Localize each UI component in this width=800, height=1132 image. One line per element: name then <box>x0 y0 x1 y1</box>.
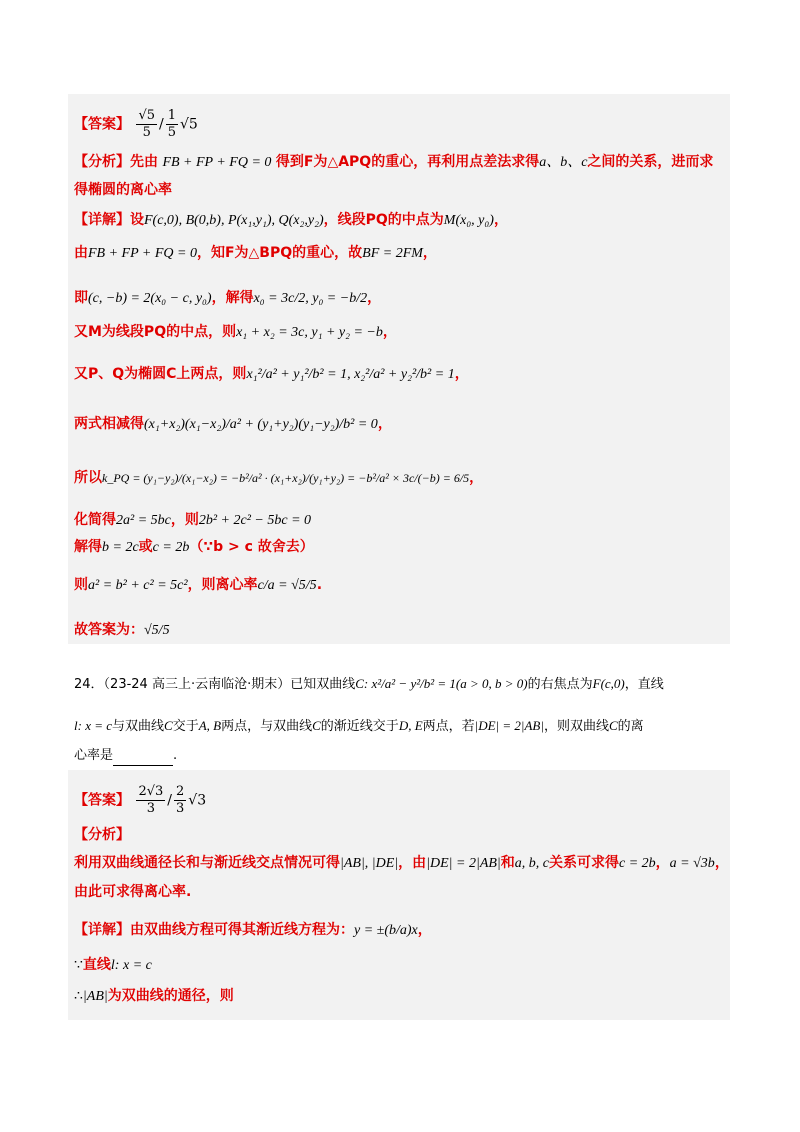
detail-text: . <box>316 577 323 593</box>
math-inline: C <box>164 718 173 733</box>
vector-equation: FB + FP + FQ = 0 <box>162 155 272 170</box>
q23-analysis-line <box>74 152 713 173</box>
stem-text: 与双曲线 <box>112 719 165 734</box>
q24-analysis-line-2 <box>74 882 191 902</box>
q23-detail-line-6 <box>74 414 392 435</box>
answer-fraction-alt: $\frac{2}{3}$ <box>176 784 185 816</box>
q23-detail-line-8 <box>74 510 311 531</box>
stem-text: 已知双曲线 <box>290 677 356 692</box>
detail-text: 解得 <box>74 539 102 555</box>
analysis-text: ，由 <box>398 855 427 871</box>
q23-detail-line-5 <box>74 364 469 385</box>
detail-label: 【详解】 <box>74 212 130 228</box>
detail-label: 【详解】 <box>74 922 130 938</box>
q24-analysis-line-1 <box>74 853 729 874</box>
stem-text: 两点，若 <box>422 719 475 734</box>
math-inline: x₀ = 3c/2, y₀ = −b/2 <box>253 291 368 306</box>
analysis-text: 利用双曲线通径长和与渐近线交点情况可得 <box>74 855 340 871</box>
q23-detail-line-1 <box>74 210 508 231</box>
detail-text: 所以 <box>74 470 102 486</box>
q24-stem-line-1 <box>74 674 664 695</box>
detail-text: ， <box>469 470 484 486</box>
answer-fraction: $\frac{2√3}{3}$ <box>138 784 164 816</box>
answer-label: 【答案】 <box>74 792 130 809</box>
detail-text: 由双曲线方程可得其渐近线方程为： <box>130 922 354 938</box>
question-number: 24． <box>74 677 104 692</box>
math-inline: c = 2b <box>619 856 656 871</box>
q23-final-answer <box>74 620 170 641</box>
detail-text: ，知F为△BPQ的重心，故 <box>196 245 363 261</box>
math-inline: C <box>608 718 618 733</box>
q23-answer-line: 【答案】 $\frac{√5}{5}$ / $\frac{1}{5}$ √5 <box>74 108 198 140</box>
math-inline: 2b² + 2c² − 5bc = 0 <box>198 513 312 528</box>
detail-text: 两式相减得 <box>74 416 144 432</box>
analysis-text: 由此可求得离心率. <box>74 884 192 900</box>
q23-detail-line-3 <box>74 288 381 309</box>
question-source: （23-24 高三上·云南临沧·期末） <box>103 677 291 692</box>
detail-text: ， <box>382 324 397 340</box>
math-inline: c/a = √5/5 <box>257 578 317 593</box>
analysis-text: ， <box>714 855 729 871</box>
analysis-text: ， <box>655 855 670 871</box>
detail-text: 即 <box>74 290 88 306</box>
stem-text: 的渐近线交于 <box>320 719 399 734</box>
math-inline: x₁ + x₂ = 3c, y₁ + y₂ = −b <box>236 325 383 340</box>
math-inline: a = √3b <box>669 856 715 871</box>
math-inline: D, E <box>398 718 423 733</box>
math-inline: |DE| = 2|AB| <box>474 718 544 733</box>
math-inline: k_PQ = (y₁−y₂)/(x₁−x₂) = −b²/a² · (x₁+x₂)/(y₁+y₂) = −b²/a² × 3c/(−b) = 6/5 <box>102 471 470 485</box>
detail-text: 为双曲线的通径，则 <box>107 988 234 1004</box>
detail-text: 设 <box>130 212 144 228</box>
math-inline: |AB|, |DE| <box>340 856 399 871</box>
math-inline: x₁²/a² + y₁²/b² = 1, x₂²/a² + y₂²/b² = 1 <box>246 367 455 382</box>
q23-detail-line-2 <box>74 243 437 264</box>
q23-detail-line-9 <box>74 537 314 558</box>
math-inline: l: x = c <box>110 958 152 973</box>
analysis-text: 先由 <box>130 154 158 170</box>
detail-text: ， <box>422 245 437 261</box>
q23-detail-line-7 <box>74 468 483 488</box>
answer-fraction: $\frac{√5}{5}$ <box>138 108 156 140</box>
detail-text: 由 <box>74 245 88 261</box>
stem-text: 心率是 <box>74 748 114 763</box>
math-inline: BF = 2FM <box>362 246 423 261</box>
answer-label: 【答案】 <box>74 116 130 133</box>
analysis-text: 得椭圆的离心率 <box>74 182 172 198</box>
detail-text: （∵b > c 故舍去） <box>189 539 314 555</box>
math-inline: b = 2c <box>102 540 139 555</box>
detail-text: ，则 <box>170 512 199 528</box>
q23-analysis-line-2 <box>74 180 172 200</box>
detail-text: ， <box>493 212 508 228</box>
math-inline: |DE| = 2|AB| <box>426 856 501 871</box>
math-inline: (x₁+x₂)(x₁−x₂)/a² + (y₁+y₂)(y₁−y₂)/b² = 0 <box>144 417 378 432</box>
stem-text: 的离 <box>617 719 644 734</box>
math-inline: F(c,0) <box>592 676 625 691</box>
because-symbol: ∵ <box>74 957 83 973</box>
math-inline: (c, −b) = 2(x₀ − c, y₀) <box>88 291 212 306</box>
math-inline: a² = b² + c² = 5c² <box>88 578 188 593</box>
therefore-symbol: ∴ <box>74 988 83 1004</box>
detail-text: ，线段PQ的中点为 <box>323 212 444 228</box>
stem-text: 的右焦点为 <box>527 677 593 692</box>
detail-text: 化简得 <box>74 512 116 528</box>
math-inline: M(x₀, y₀) <box>443 213 494 228</box>
math-inline: F(c,0), B(0,b), P(x₁,y₁), Q(x₂,y₂) <box>144 213 324 228</box>
analysis-label: 【分析】 <box>74 154 130 170</box>
math-inline: C: x²/a² − y²/b² = 1(a > 0, b > 0) <box>355 676 528 691</box>
detail-text: 又M为线段PQ的中点，则 <box>74 324 237 340</box>
analysis-text: 和 <box>500 855 515 871</box>
stem-text: 交于 <box>172 719 199 734</box>
math-inline: C <box>312 718 321 733</box>
detail-text: ，则离心率 <box>187 577 258 593</box>
q23-detail-line-4 <box>74 322 397 343</box>
detail-text: ， <box>454 366 469 382</box>
q24-answer-line: 【答案】 $\frac{2√3}{3}$ / $\frac{2}{3}$ √3 <box>74 784 207 816</box>
math-inline: c = 2b <box>152 540 190 555</box>
stem-text: 两点，与双曲线 <box>221 719 313 734</box>
math-inline: 2a² = 5bc <box>116 513 171 528</box>
detail-text: 故答案为： <box>74 622 144 638</box>
detail-text: ， <box>417 922 432 938</box>
math-inline: a, b, c <box>514 856 549 871</box>
q24-detail-line-1 <box>74 920 432 941</box>
q24-stem-line-3 <box>74 746 177 766</box>
math-inline: A, B <box>198 718 222 733</box>
analysis-text: 之间的关系，进而求 <box>587 154 714 170</box>
stem-text: . <box>173 748 178 763</box>
q24-analysis-label-line <box>74 825 130 845</box>
math-inline: |AB| <box>82 989 108 1004</box>
math-inline: √5/5 <box>144 623 170 638</box>
detail-text: 直线 <box>82 957 111 973</box>
detail-text: ， <box>377 416 392 432</box>
q23-detail-line-10 <box>74 575 322 596</box>
detail-text: ，解得 <box>211 290 254 306</box>
analysis-label: 【分析】 <box>74 827 130 843</box>
math-inline: l: x = c <box>74 718 113 733</box>
analysis-text: 关系可求得 <box>549 855 619 871</box>
stem-text: ，则双曲线 <box>543 719 609 734</box>
math-inline: FB + FP + FQ = 0 <box>88 246 197 261</box>
analysis-text: 得到F为△APQ的重心，再利用点差法求得 <box>275 154 540 170</box>
q24-stem-line-2 <box>74 716 644 737</box>
answer-fraction-alt: $\frac{1}{5}$ <box>167 108 177 140</box>
detail-text: 又P、Q为椭圆C上两点，则 <box>74 366 247 382</box>
q24-detail-line-2 <box>74 955 152 976</box>
stem-text: ，直线 <box>624 677 664 692</box>
detail-text: ， <box>367 290 382 306</box>
math-inline: y = ±(b/a)x <box>354 923 418 938</box>
math-inline: a、b、c <box>539 155 588 170</box>
answer-blank[interactable] <box>113 751 173 766</box>
detail-text: 则 <box>74 577 88 593</box>
detail-text: 或 <box>138 539 153 555</box>
q24-detail-line-3 <box>74 986 234 1007</box>
